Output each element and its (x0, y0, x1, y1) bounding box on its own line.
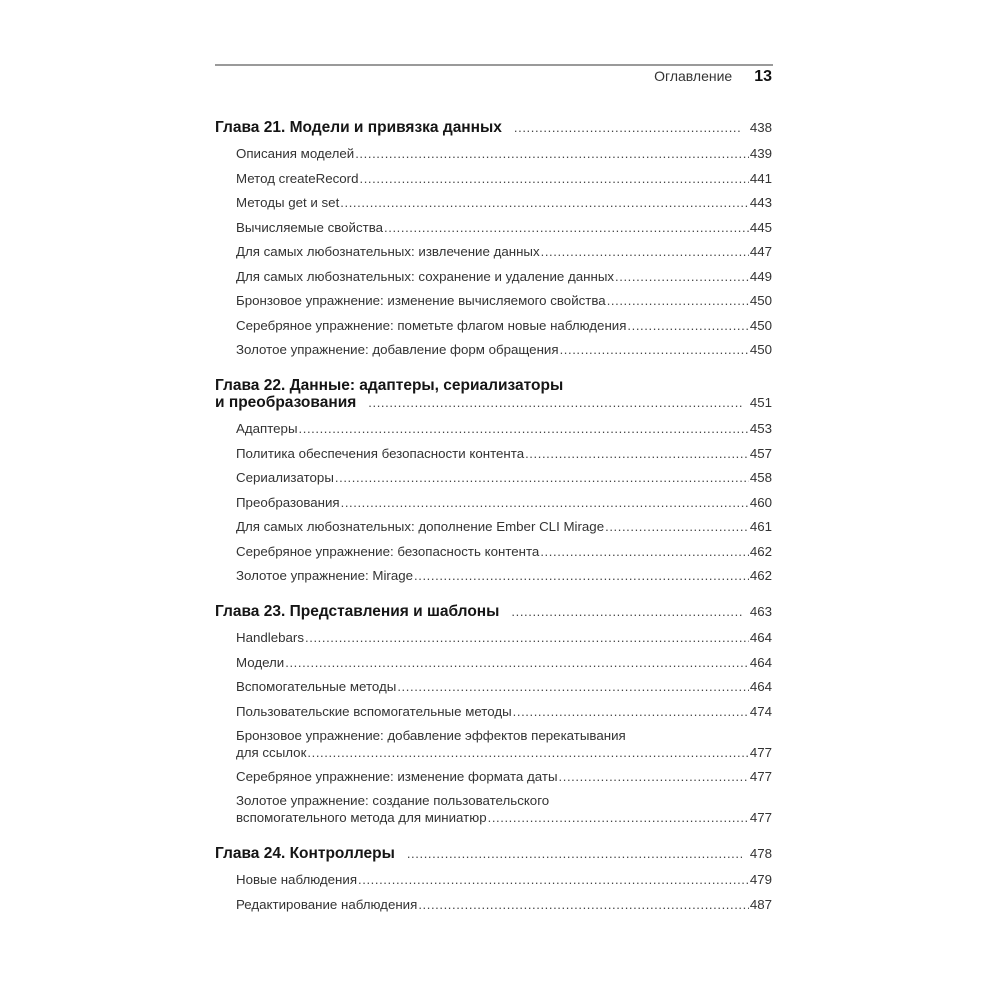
toc-section-entry[interactable] (236, 420, 772, 437)
entry-title: Пользовательские вспомогательные методы (236, 703, 512, 719)
dot-leader (360, 170, 749, 187)
entry-row (236, 654, 772, 671)
toc-chapter-entry[interactable] (215, 377, 772, 411)
entry-page-number: 450 (749, 317, 772, 333)
entry-row (236, 518, 772, 535)
toc-section-entry[interactable] (236, 678, 772, 695)
entry-row (236, 219, 772, 236)
entry-title: Серебряное упражнение: пометьте флагом новые наблюдения (236, 317, 627, 333)
entry-row (215, 603, 772, 620)
toc-section-entry[interactable] (236, 469, 772, 486)
toc-section-entry[interactable] (236, 727, 772, 761)
entry-row (236, 896, 772, 913)
toc-section-entry[interactable] (236, 703, 772, 720)
page-number: 13 (754, 68, 772, 85)
entry-page-number: 447 (749, 244, 772, 259)
entry-page-number: 451 (749, 395, 772, 410)
entry-row (236, 543, 772, 560)
entry-row (236, 420, 772, 437)
entry-page-number: 462 (749, 568, 772, 583)
entry-page-number: 477 (749, 769, 772, 784)
entry-title: Handlebars (236, 630, 305, 645)
header-rule (215, 64, 773, 66)
entry-row (236, 145, 772, 162)
dot-leader (615, 268, 749, 285)
entry-page-number: 460 (749, 494, 772, 510)
toc-section-entry[interactable] (236, 145, 772, 162)
toc-section-entry[interactable] (236, 341, 772, 358)
entry-page-number: 464 (749, 654, 772, 670)
entry-page-number: 441 (749, 170, 772, 186)
entry-row (236, 268, 772, 285)
entry-title: Бронзовое упражнение: изменение вычисляемого свойства (236, 293, 606, 308)
entry-title: Политика обеспечения безопасности контента (236, 445, 525, 461)
entry-row (236, 809, 772, 826)
dot-leader (407, 845, 742, 862)
entry-page-number: 477 (749, 810, 772, 825)
dot-leader (560, 341, 749, 358)
entry-title-line: Глава 22. Данные: адаптеры, сериализаторы (215, 377, 564, 394)
entry-page-number: 478 (749, 846, 772, 861)
entry-row (236, 170, 772, 187)
entry-row (236, 317, 772, 334)
entry-row (236, 469, 772, 486)
entry-page-number: 443 (749, 195, 772, 210)
entry-page-number: 450 (749, 342, 772, 357)
entry-title: Глава 21. Модели и привязка данных (215, 119, 502, 136)
entry-page-number: 450 (749, 293, 772, 308)
dot-leader (368, 394, 742, 411)
entry-title: вспомогательного метода для миниатюр (236, 810, 487, 825)
entry-row (236, 678, 772, 695)
dot-leader (355, 145, 749, 162)
toc-section-entry[interactable] (236, 871, 772, 888)
entry-title: Вычисляемые свойства (236, 219, 384, 235)
entry-title: Метод createRecord (236, 170, 359, 186)
entry-row (236, 194, 772, 211)
entry-page-number: 458 (749, 470, 772, 485)
toc-chapter-entry[interactable] (215, 845, 772, 862)
entry-title: Вспомогательные методы (236, 679, 397, 694)
entry-page-number: 464 (749, 679, 772, 694)
entry-title: и преобразования (215, 394, 357, 411)
entry-title: Серебряное упражнение: изменение формата даты (236, 769, 558, 784)
entry-page-number: 462 (749, 543, 772, 559)
dot-leader (305, 629, 749, 646)
entry-page-number: 479 (749, 872, 772, 887)
entry-row (215, 845, 772, 862)
entry-row (236, 243, 772, 260)
toc-section-entry[interactable] (236, 629, 772, 646)
dot-leader (397, 678, 748, 695)
entry-row (236, 744, 772, 761)
entry-title: Описания моделей (236, 146, 355, 161)
section-title: Оглавление (654, 68, 733, 84)
entry-page-number: 438 (749, 120, 772, 135)
dot-leader (488, 809, 749, 826)
toc-section-entry[interactable] (236, 219, 772, 236)
dot-leader (340, 194, 749, 211)
entry-page-number: 439 (749, 146, 772, 161)
dot-leader (540, 543, 748, 560)
toc-section-entry[interactable] (236, 317, 772, 334)
dot-leader (627, 317, 748, 334)
dot-leader (607, 292, 749, 309)
entry-title: Для самых любознательных: дополнение Ember CLI Mirage (236, 519, 605, 534)
toc-section-entry[interactable] (236, 654, 772, 671)
running-header (654, 68, 772, 86)
toc-section-entry[interactable] (236, 518, 772, 535)
entry-title: Сериализаторы (236, 470, 334, 485)
entry-title-line: Золотое упражнение: создание пользовательского (236, 793, 550, 808)
entry-title: для ссылок (236, 744, 307, 760)
entry-page-number: 477 (749, 744, 772, 760)
dot-leader (299, 420, 749, 437)
dot-leader (605, 518, 749, 535)
dot-leader (358, 871, 749, 888)
entry-page-number: 449 (749, 268, 772, 284)
entry-title: Модели (236, 654, 285, 670)
toc-section-entry[interactable] (236, 194, 772, 211)
entry-title: Серебряное упражнение: безопасность контента (236, 543, 540, 559)
entry-row (236, 445, 772, 462)
toc-section-entry[interactable] (236, 543, 772, 560)
entry-page-number: 464 (749, 630, 772, 645)
toc-section-entry[interactable] (236, 268, 772, 285)
dot-leader (384, 219, 749, 236)
toc-section-entry[interactable] (236, 292, 772, 309)
entry-page-number: 457 (749, 445, 772, 461)
entry-title: Новые наблюдения (236, 872, 358, 887)
toc-section-entry[interactable] (236, 445, 772, 462)
entry-title: Золотое упражнение: Mirage (236, 568, 414, 583)
entry-row (236, 768, 772, 785)
toc-chapter-entry[interactable] (215, 603, 772, 620)
entry-page-number: 463 (749, 604, 772, 619)
entry-row (236, 871, 772, 888)
dot-leader (341, 494, 749, 511)
entry-title: Для самых любознательных: извлечение данных (236, 244, 540, 259)
dot-leader (418, 896, 749, 913)
entry-row (215, 119, 772, 136)
dot-leader (511, 603, 741, 620)
toc-chapter-entry[interactable] (215, 119, 772, 136)
toc-section-entry[interactable] (236, 792, 772, 826)
entry-title: Адаптеры (236, 421, 298, 436)
entry-title: Для самых любознательных: сохранение и удаление данных (236, 268, 615, 284)
dot-leader (513, 703, 749, 720)
dot-leader (285, 654, 749, 671)
table-of-contents (215, 119, 772, 913)
entry-title: Глава 23. Представления и шаблоны (215, 603, 500, 620)
dot-leader (335, 469, 749, 486)
toc-section-entry[interactable] (236, 567, 772, 584)
entry-title: Методы get и set (236, 195, 340, 210)
toc-section-entry[interactable] (236, 768, 772, 785)
entry-title: Преобразования (236, 494, 340, 510)
entry-title: Глава 24. Контроллеры (215, 845, 395, 862)
entry-row (215, 394, 772, 411)
entry-row (236, 494, 772, 511)
entry-page-number: 461 (749, 519, 772, 534)
entry-title-line: Бронзовое упражнение: добавление эффектов перекатывания (236, 727, 626, 743)
entry-row (236, 629, 772, 646)
entry-title: Редактирование наблюдения (236, 896, 418, 912)
dot-leader (414, 567, 749, 584)
entry-title: Золотое упражнение: добавление форм обращения (236, 342, 559, 357)
dot-leader (525, 445, 749, 462)
toc-section-entry[interactable] (236, 243, 772, 260)
entry-page-number: 487 (749, 896, 772, 912)
dot-leader (559, 768, 749, 785)
toc-section-entry[interactable] (236, 494, 772, 511)
toc-section-entry[interactable] (236, 170, 772, 187)
entry-page-number: 474 (749, 703, 772, 719)
dot-leader (514, 119, 742, 136)
dot-leader (541, 243, 749, 260)
toc-section-entry[interactable] (236, 896, 772, 913)
entry-page-number: 445 (749, 219, 772, 235)
entry-row (236, 292, 772, 309)
entry-row (236, 567, 772, 584)
entry-row (236, 703, 772, 720)
dot-leader (307, 744, 748, 761)
entry-row (236, 341, 772, 358)
entry-page-number: 453 (749, 421, 772, 436)
